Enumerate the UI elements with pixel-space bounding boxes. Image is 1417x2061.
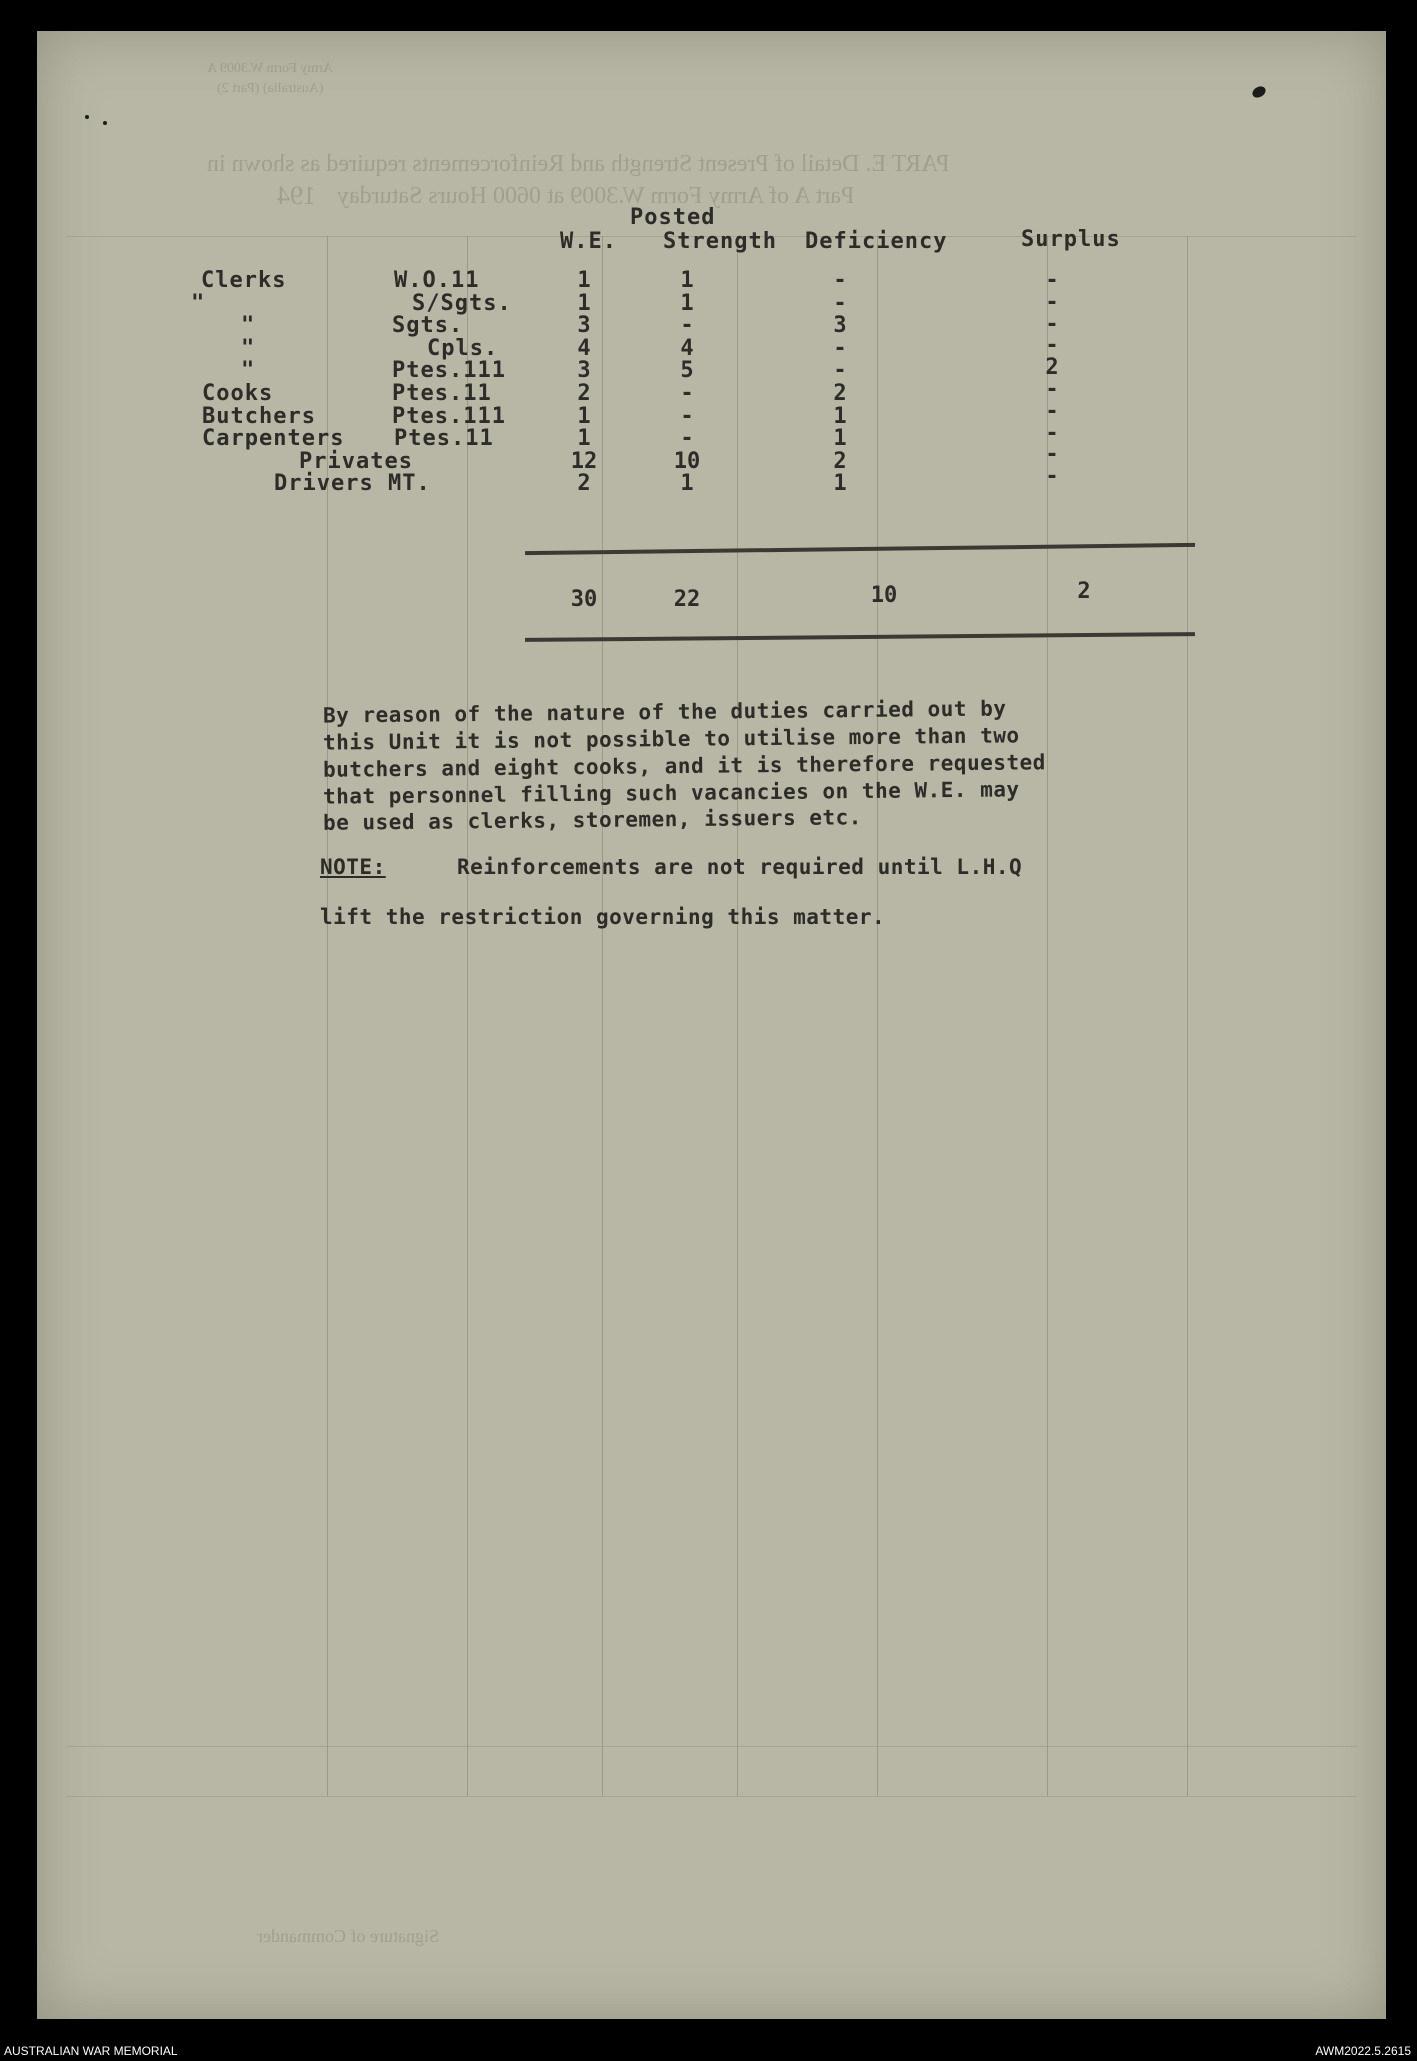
row-rank: Ptes.111 <box>392 358 506 384</box>
row-strength: 5 <box>680 358 694 384</box>
row-deficiency: - <box>833 268 847 293</box>
row-trade: " <box>191 290 206 316</box>
row-deficiency: - <box>833 335 847 361</box>
row-rank: Drivers MT. <box>274 471 431 497</box>
total-deficiency: 10 <box>870 583 898 608</box>
row-surplus: - <box>1045 311 1059 337</box>
row-rank: Ptes.11 <box>394 426 494 452</box>
row-trade: " <box>241 335 256 361</box>
show-through-signature: Signature of Commander <box>257 1926 439 1946</box>
row-trade: Clerks <box>201 268 287 293</box>
row-surplus: - <box>1045 333 1059 359</box>
row-deficiency: 2 <box>833 381 847 406</box>
row-deficiency: 1 <box>833 403 847 429</box>
note-line-1: Reinforcements are not required until L.H.Q <box>457 855 1023 879</box>
grid-line <box>467 236 468 1796</box>
row-surplus: 2 <box>1045 355 1059 381</box>
totals-bottom-rule <box>525 632 1195 642</box>
row-surplus: - <box>1045 442 1059 468</box>
row-deficiency: 1 <box>833 471 847 497</box>
document-page <box>37 31 1386 2019</box>
paragraph-line: By reason of the nature of the duties carried out by <box>322 696 1007 728</box>
row-we: 3 <box>577 358 591 384</box>
col-header-we: W.E. <box>560 229 617 254</box>
paragraph-line: that personnel filling such vacancies on the W.E. may <box>322 777 1020 809</box>
row-we: 1 <box>577 268 591 293</box>
row-strength: 1 <box>680 268 694 293</box>
row-surplus: - <box>1045 420 1059 446</box>
row-trade: " <box>241 358 256 384</box>
row-trade: Carpenters <box>202 426 345 452</box>
total-strength: 22 <box>673 587 701 612</box>
show-through-year: 194 <box>277 181 316 210</box>
grid-line <box>877 236 878 1796</box>
row-we: 1 <box>577 290 591 316</box>
row-we: 4 <box>577 335 591 361</box>
row-deficiency: - <box>833 358 847 384</box>
row-surplus: - <box>1045 398 1059 424</box>
paragraph-line: this Unit it is not possible to utilise more than two <box>322 723 1020 755</box>
grid-line <box>67 1746 1357 1747</box>
row-trade: Cooks <box>202 381 274 406</box>
row-we: 2 <box>577 471 591 497</box>
row-rank: Ptes.111 <box>392 403 506 429</box>
col-header-deficiency: Deficiency <box>805 229 948 254</box>
footer-left: AUSTRALIAN WAR MEMORIAL <box>4 2044 178 2058</box>
row-surplus: - <box>1045 377 1059 402</box>
row-strength: - <box>680 313 694 339</box>
show-through-form-ref-1: Army Form W.3009 A <box>207 61 334 76</box>
row-strength: 4 <box>680 335 694 361</box>
row-strength: 1 <box>680 471 694 497</box>
row-strength: 10 <box>673 448 701 474</box>
row-rank: Privates <box>299 448 413 474</box>
ink-speck <box>103 121 107 125</box>
row-strength: - <box>680 426 694 452</box>
totals-top-rule <box>525 543 1195 555</box>
col-header-strength: Strength <box>663 229 777 254</box>
row-deficiency: 1 <box>833 426 847 452</box>
note-label: NOTE: <box>320 855 386 879</box>
row-we: 2 <box>577 381 591 406</box>
paragraph-line: butchers and eight cooks, and it is therefore requested <box>322 750 1046 782</box>
posted-label: Posted <box>630 205 716 230</box>
row-strength: - <box>680 403 694 429</box>
total-surplus: 2 <box>1077 579 1091 604</box>
ink-speck <box>85 115 89 119</box>
row-strength: 1 <box>680 290 694 316</box>
col-header-surplus: Surplus <box>1021 227 1121 252</box>
grid-line <box>67 1796 1357 1797</box>
grid-line <box>1187 236 1188 1796</box>
footer-right: AWM2022.5.2615 <box>1315 2044 1411 2058</box>
row-surplus: - <box>1045 289 1059 315</box>
row-rank: Ptes.11 <box>392 381 492 406</box>
row-we: 1 <box>577 426 591 452</box>
show-through-form-ref-2: (Australia) (Part 2) <box>217 81 324 96</box>
show-through-title-line-2: Part A of Army Form W.3009 at 0600 Hours Saturday <box>337 183 855 209</box>
row-we: 3 <box>577 313 591 339</box>
ink-speck <box>1250 84 1267 100</box>
row-trade: Butchers <box>202 403 316 429</box>
row-we: 1 <box>577 403 591 429</box>
total-we: 30 <box>570 587 598 612</box>
row-deficiency: 2 <box>833 448 847 474</box>
row-trade: " <box>241 313 256 339</box>
row-rank: W.O.11 <box>394 268 480 293</box>
row-rank: S/Sgts. <box>412 290 512 316</box>
row-deficiency: 3 <box>833 313 847 339</box>
row-strength: - <box>680 381 694 406</box>
row-surplus: - <box>1045 464 1059 490</box>
row-rank: Sgts. <box>392 313 464 339</box>
paragraph-line: be used as clerks, storemen, issuers etc. <box>322 805 862 835</box>
note-line-2: lift the restriction governing this matter. <box>320 905 886 929</box>
row-rank: Cpls. <box>427 335 499 361</box>
row-deficiency: - <box>833 290 847 316</box>
show-through-title-line-1: PART E. Detail of Present Strength and Reinforcements required as shown in <box>207 151 950 177</box>
row-we: 12 <box>570 448 598 474</box>
row-surplus: - <box>1045 268 1059 293</box>
grid-line <box>737 236 738 1796</box>
